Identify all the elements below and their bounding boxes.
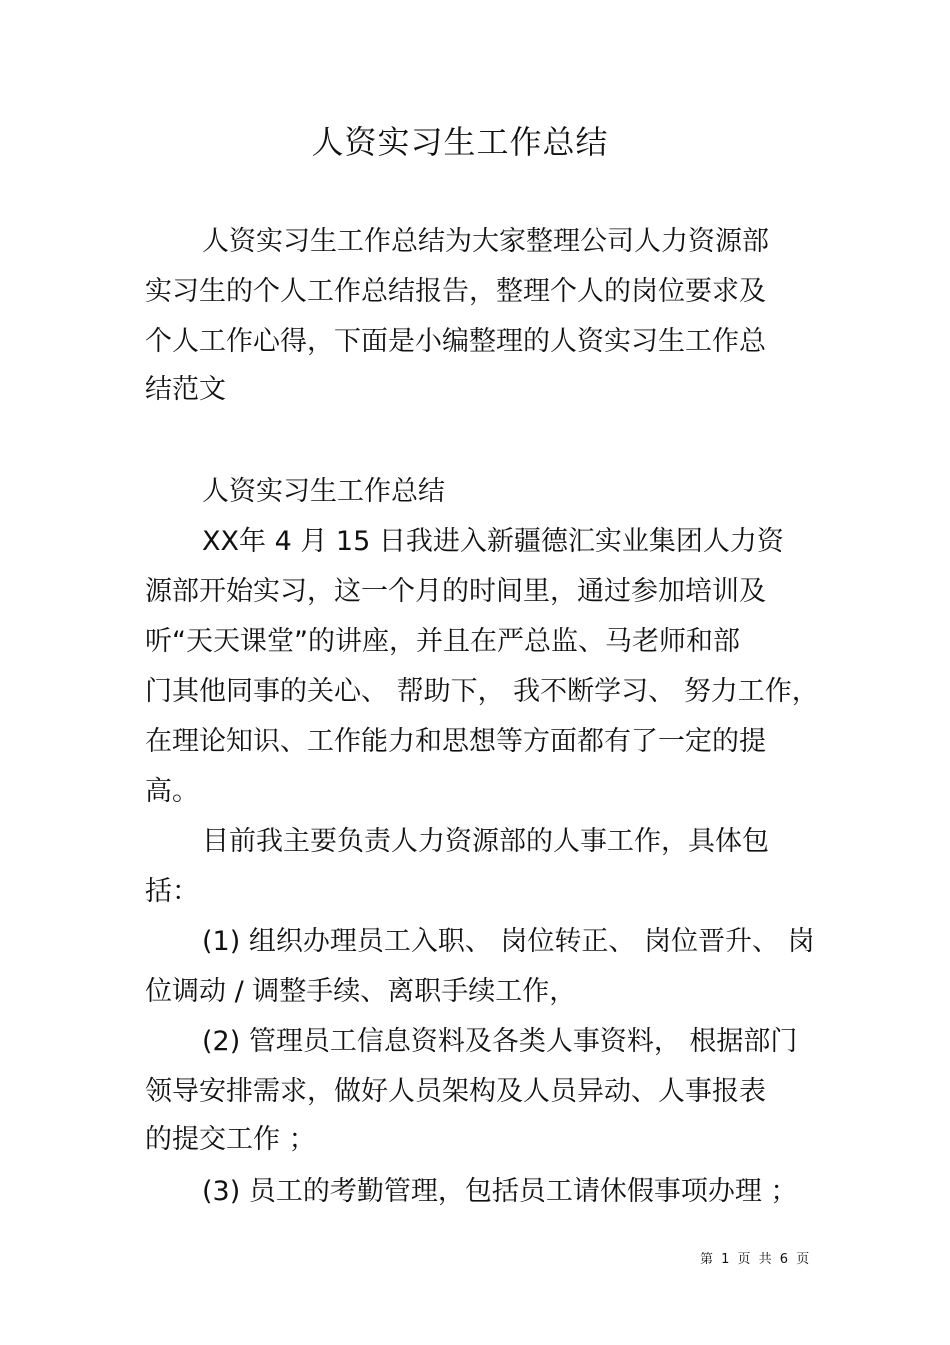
paragraph-line: 门其他同事的关心、 帮助下， 我不断学习、 努力工作， [145,676,819,707]
paragraph-line: 目前我主要负责人力资源部的人事工作，具体包 [202,826,769,857]
list-item-line: (2) 管理员工信息资料及各类人事资料， 根据部门 [202,1026,798,1057]
paragraph-line: XX年 4 月 15 日我进入新疆德汇实业集团人力资 [202,526,784,557]
paragraph-line: 人资实习生工作总结为大家整理公司人力资源部 [202,226,769,257]
paragraph-line: 源部开始实习，这一个月的时间里，通过参加培训及 [145,576,766,607]
paragraph-line: 高。 [145,776,199,807]
list-item-line: (3) 员工的考勤管理，包括员工请休假事项办理 ； [202,1176,798,1207]
paragraph-line: 听“天天课堂”的讲座，并且在严总监、马老师和部 [145,626,740,657]
list-item-line: 位调动 / 调整手续、离职手续工作， [145,976,577,1007]
paragraph-line: 个人工作心得，下面是小编整理的人资实习生工作总 [145,326,766,357]
page-number-footer: 第 1 页 共 6 页 [700,1252,812,1267]
list-item-line: 的提交工作 ； [145,1124,316,1155]
list-item-line: 领导安排需求，做好人员架构及人员异动、人事报表 [145,1076,766,1107]
paragraph-line: 结范文 [145,374,226,405]
section-heading: 人资实习生工作总结 [202,476,445,507]
paragraph-line: 实习生的个人工作总结报告，整理个人的岗位要求及 [145,276,766,307]
list-item-line: (1) 组织办理员工入职、 岗位转正、 岗位晋升、 岗 [202,926,815,957]
paragraph-line: 括： [145,876,199,907]
paragraph-line: 在理论知识、工作能力和思想等方面都有了一定的提 [145,726,766,757]
document-title: 人资实习生工作总结 [311,123,609,161]
